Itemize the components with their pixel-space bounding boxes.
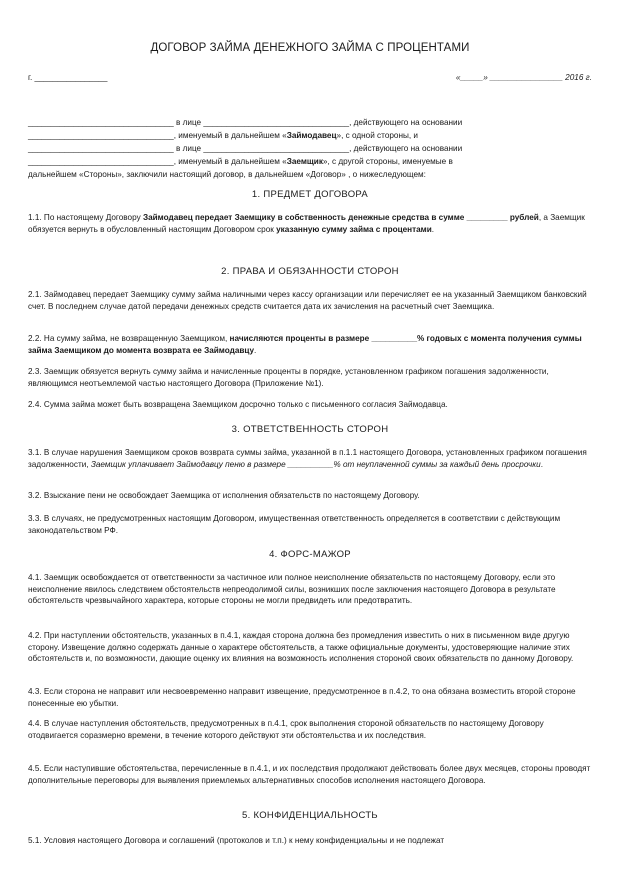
clause-1-1: [28, 212, 592, 235]
party-line-4-text: ________________________________, именуемый в дальнейшем «: [28, 157, 287, 166]
clause-2-3: 2.3. Заемщик обязуется вернуть сумму займа и начисленные проценты в порядке, установленном графиком погашения задолженности, являющимся неотъемлемой частью настоящего Договора (Приложение №1).: [28, 367, 549, 388]
section-5-title: 5. КОНФИДЕНЦИАЛЬНОСТЬ: [242, 810, 378, 821]
section-2-title: 2. ПРАВА И ОБЯЗАННОСТИ СТОРОН: [221, 266, 399, 277]
clause-1-1-d: указанную сумму займа с процентами: [276, 224, 432, 234]
clause-3-1-a: 3.1. В случае нарушения Заемщиком сроков возврата суммы займа, указанной в п.1.1 настоящего Договора, установленных графиком погашения задолженности,: [28, 448, 587, 469]
parties-block: [28, 116, 592, 181]
date-field: «_____» ________________ 2016 г.: [455, 73, 592, 82]
clause-4-1: 4.1. Заемщик освобождается от ответственности за частичное или полное неисполнение обязательств по настоящему Договору, если это неисполнение явилось следствием обстоятельств непреодолимой силы, возникших после заключения настоящего Договора в результате обстоятельств чрезвычайного характера, которые стороны не могли предвидеть или предотвратить.: [28, 573, 556, 605]
clause-1-1-b: Займодавец передает Заемщику в собственность денежные средства в сумме _________ рублей: [142, 213, 539, 222]
party-line-4: [28, 155, 592, 168]
section-1-title: 1. ПРЕДМЕТ ДОГОВОРА: [251, 189, 369, 200]
document-title: ДОГОВОР ЗАЙМА ДЕНЕЖНОГО ЗАЙМА С ПРОЦЕНТАМИ: [150, 42, 470, 54]
lender-term: Займодавец: [286, 131, 337, 140]
party-line-4-end: », с другой стороны, именуемые в: [322, 157, 453, 166]
clause-1-1-a: 1.1. По настоящему Договору: [28, 213, 143, 222]
clause-2-2: [28, 333, 592, 356]
party-line-2: [28, 129, 592, 142]
clause-3-1-b: Заемщик уплачивает Займодавцу пеню в размере __________% от неуплаченной суммы за каждый день просрочки: [90, 459, 541, 469]
clause-3-1-c: .: [540, 459, 543, 469]
section-3-title: 3. ОТВЕТСТВЕННОСТЬ СТОРОН: [231, 424, 389, 435]
party-line-3: ________________________________ в лице ________________________________, действующего на основании: [28, 144, 463, 153]
party-line-5: дальнейшем «Стороны», заключили настоящий договор, в дальнейшем «Договор» , о нижеследующем:: [28, 170, 426, 179]
party-line-1: ________________________________ в лице ________________________________, действующего на основании: [28, 118, 463, 127]
party-line-2-end: », с одной стороны, и: [336, 131, 419, 140]
clause-4-4: 4.4. В случае наступления обстоятельств, предусмотренных в п.4.1, срок выполнения стороной обязательств по настоящему Договору отодвигается соразмерно времени, в течение которого действуют эти обстоятельства и их последствия.: [28, 719, 544, 740]
clause-4-2: 4.2. При наступлении обстоятельств, указанных в п.4.1, каждая сторона должна без промедления известить о них в письменном виде другую сторону. Извещение должно содержать данные о характере обстоятельств, а также официальные документы, удостоверяющие наличие этих обстоятельств и, по возможности, дающие оценку их влияния на возможность исполнения стороной своих обязательств по данному Договору.: [28, 631, 574, 663]
section-4-title: 4. ФОРС-МАЖОР: [269, 549, 351, 560]
clause-3-2: 3.2. Взыскание пени не освобождает Заемщика от исполнения обязательств по настоящему Договору.: [28, 491, 420, 500]
party-line-2-text: ________________________________, именуемый в дальнейшем «: [28, 131, 287, 140]
clause-1-1-c: , а Заемщик обязуется вернуть в обусловленный настоящим Договором срок: [28, 213, 585, 234]
clause-1-1-e: .: [431, 224, 435, 234]
clause-2-1: 2.1. Займодавец передает Заемщику сумму займа наличными через кассу организации или перечисляет ее на указанный Заемщиком банковский счет. В последнем случае датой передачи денежных средств считается дата их зачисления на расчетный счет Заемщика.: [28, 290, 587, 311]
clause-4-3: 4.3. Если сторона не направит или несвоевременно направит извещение, предусмотренное в п.4.2, то она обязана возместить второй стороне понесенные ею убытки.: [28, 687, 576, 708]
clause-2-2-b: начисляются проценты в размере __________% годовых с момента получения суммы займа Заемщиком до момента возврата ее Займодавцу: [28, 334, 582, 355]
clause-3-1: [28, 447, 592, 470]
clause-2-2-a: 2.2. На сумму займа, не возвращенную Заемщиком,: [28, 334, 230, 343]
borrower-term: Заемщик: [286, 157, 323, 166]
clause-2-2-c: .: [254, 345, 257, 355]
clause-2-4: 2.4. Сумма займа может быть возвращена Заемщиком досрочно только с письменного согласия Займодавца.: [28, 400, 448, 409]
clause-3-3: 3.3. В случаях, не предусмотренных настоящим Договором, имущественная ответственность определяется в соответствии с действующим законодательством РФ.: [28, 514, 561, 535]
clause-5-1: 5.1. Условия настоящего Договора и соглашений (протоколов и т.п.) к нему конфиденциальны и не подлежат: [28, 836, 445, 845]
city-field: г. ________________: [28, 73, 108, 82]
clause-4-5: 4.5. Если наступившие обстоятельства, перечисленные в п.4.1, и их последствия продолжают действовать более двух месяцев, стороны проводят дополнительные переговоры для выявления приемлемых альтернативных способов исполнения настоящего Договора.: [28, 764, 591, 785]
